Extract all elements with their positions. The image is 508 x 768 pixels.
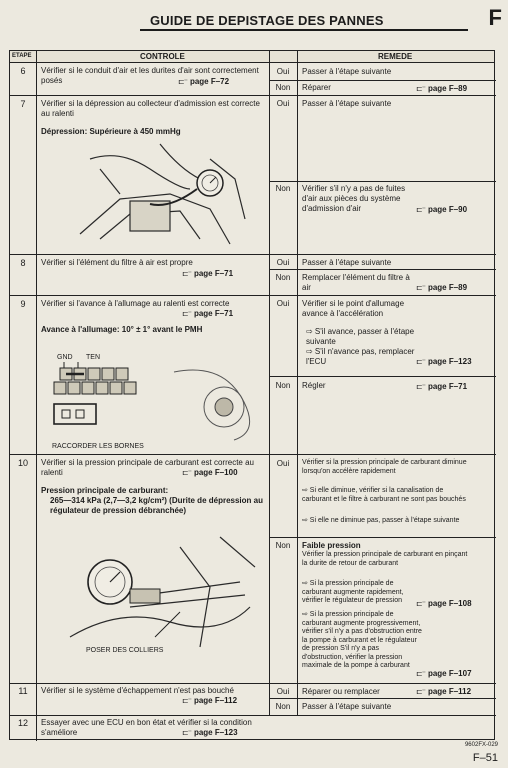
answer-oui: Oui [276,687,290,696]
remedy-text: Vérifier s'il n'y a pas de fuites d'air aux pièces du système d'admission d'air [302,184,406,213]
remedy-bullet: ⇨ Si elle ne diminue pas, passer à l'étape suivante [302,517,460,524]
answer-non: Non [275,273,291,282]
col-rule-step [36,51,37,741]
page-ref: ⊏⁻ page F–89 [416,84,468,93]
remedy-bullet: ⇨ Si la pression principale de carburant augmente progressivement, vérifier s'il n'y a pas d'obstruction entre la pompe à carburant et le régulateur de pression S'il n'y a pas d'obstruction, vérifier la pression maximale de la pompe à carburant [302,611,422,669]
page-number: F–51 [472,752,498,764]
row-rule-8 [10,254,496,255]
remedy-text: Vérifier si le point d'allumage avance à l'accélération [302,299,405,318]
remedy-text: Régler [302,381,326,390]
title-rule [140,29,468,31]
split-6 [269,80,496,81]
step-number: 9 [20,299,26,309]
troubleshooting-table [9,50,495,740]
book-icon: ⊏⁻ [416,84,425,93]
figure-caption: POSER DES COLLIERS [86,647,164,654]
book-icon: ⊏⁻ [416,205,425,214]
header-remedy: REMEDE [378,52,413,61]
spec-text: 265—314 kPa (2,7—3,2 kg/cm²) (Durite de dépression au régulateur de pression débranchée) [50,496,263,515]
split-9 [269,376,496,377]
page-ref: ⊏⁻ page F–112 [182,696,238,705]
book-icon: ⊏⁻ [416,357,425,366]
answer-non: Non [275,702,291,711]
figure-caption: RACCORDER LES BORNES [52,443,144,450]
split-10 [269,537,496,538]
check-text: Vérifier si la pression principale de carburant est correcte au ralenti [41,458,254,477]
split-11 [269,698,496,699]
diagnosis-connector-figure [44,362,268,442]
fuel-pressure-gauge-figure [60,527,260,657]
remedy-text: Passer à l'étape suivante [302,258,392,267]
split-7 [269,181,496,182]
book-icon: ⊏⁻ [178,77,187,86]
page-ref: ⊏⁻ page F–100 [182,468,238,477]
page-ref: ⊏⁻ page F–90 [416,205,468,214]
remedy-bullet: ⇨ S'il avance, passer à l'étape suivante [306,327,415,346]
figure-code: 9602FX-029 [464,742,498,748]
remedy-bullet: ⇨ Si elle diminue, vérifier si la canalisation de carburant et le filtre à carburant ne sont pas bouchés [302,487,466,503]
table-header [10,51,494,63]
book-icon: ⊏⁻ [182,468,191,477]
page-ref: ⊏⁻ page F–72 [178,77,230,86]
page-ref: ⊏⁻ page F–108 [416,599,472,608]
row-rule-11 [10,683,496,684]
section-letter: F [488,5,502,30]
remedy-text: Passer à l'étape suivante [302,702,392,711]
answer-non: Non [275,83,291,92]
row-rule-10 [10,454,496,455]
answer-oui: Oui [276,99,290,108]
step-number: 11 [18,686,28,696]
answer-oui: Oui [276,67,290,76]
remedy-text: Vérifier la pression principale de carburant en pinçant la durite de retour de carburant [302,551,468,567]
row-rule-9 [10,295,496,296]
answer-oui: Oui [276,299,290,308]
page-ref: ⊏⁻ page F–89 [416,283,468,292]
check-text: Vérifier si le conduit d'air et les durites d'air sont correctement posés [41,66,259,85]
gnd-label: GND [57,354,73,361]
book-icon: ⊏⁻ [182,728,191,737]
remedy-text: Vérifier si la pression principale de carburant diminue lorsqu'on accélère rapidement [302,459,467,475]
book-icon: ⊏⁻ [416,669,425,678]
remedy-bullet: ⇨ S'il n'avance pas, remplacer l'ECU [306,347,415,366]
book-icon: ⊏⁻ [182,696,191,705]
answer-oui: Oui [276,459,290,468]
book-icon: ⊏⁻ [182,309,191,318]
book-icon: ⊏⁻ [416,283,425,292]
check-text: Vérifier si le système d'échappement n'est pas bouché [41,686,234,695]
col-rule-answer [297,51,298,715]
page-ref: ⊏⁻ page F–123 [416,357,472,366]
check-text: Vérifier si la dépression au collecteur d'admission est correcte au ralenti [41,99,260,118]
step-number: 7 [20,99,26,109]
row-rule-12 [10,715,496,716]
page-title: GUIDE DE DEPISTAGE DES PANNES [150,13,384,28]
step-number: 6 [20,66,26,76]
row-rule-7 [10,95,496,96]
check-text: Vérifier si l'élément du filtre à air est propre [41,258,193,267]
ten-label: TEN [86,354,100,361]
remedy-text: Réparer ou remplacer [302,687,380,696]
answer-non: Non [275,541,291,550]
header-check: CONTROLE [140,52,185,61]
page-ref: ⊏⁻ page F–71 [416,382,468,391]
remedy-text: Réparer [302,83,331,92]
page-ref: ⊏⁻ page F–123 [182,728,238,737]
check-text: Vérifier si l'avance à l'allumage au ralenti est correcte [41,299,230,308]
page-ref: ⊏⁻ page F–71 [182,269,234,278]
check-text: Essayer avec une ECU en bon état et vérifier si la condition s'améliore [41,718,252,737]
remedy-text: Passer à l'étape suivante [302,99,392,108]
spec-text: Dépression: Supérieure à 450 mmHg [41,127,181,136]
vacuum-gauge-figure [60,139,260,251]
split-8 [269,269,496,270]
book-icon: ⊏⁻ [416,382,425,391]
remedy-text: Passer à l'étape suivante [302,67,392,76]
spec-text: Avance à l'allumage: 10° ± 1° avant le PMH [41,325,203,334]
step-number: 8 [20,258,26,268]
page-ref: ⊏⁻ page F–112 [416,687,472,696]
answer-non: Non [275,381,291,390]
remedy-title: Faible pression [302,541,361,550]
answer-non: Non [275,184,291,193]
page-ref: ⊏⁻ page F–107 [416,669,472,678]
step-number: 12 [17,718,28,728]
book-icon: ⊏⁻ [416,687,425,696]
answer-oui: Oui [276,258,290,267]
remedy-text: Remplacer l'élément du filtre à air [302,273,410,292]
book-icon: ⊏⁻ [182,269,191,278]
spec-label: Pression principale de carburant: [41,486,169,495]
page-header [0,0,508,34]
book-icon: ⊏⁻ [416,599,425,608]
remedy-bullet: ⇨ Si la pression principale de carburant augmente rapidement, vérifier le régulateur de pression [302,580,404,604]
page-ref: ⊏⁻ page F–71 [182,309,234,318]
header-step: ETAPE [12,53,32,59]
step-number: 10 [17,458,28,468]
